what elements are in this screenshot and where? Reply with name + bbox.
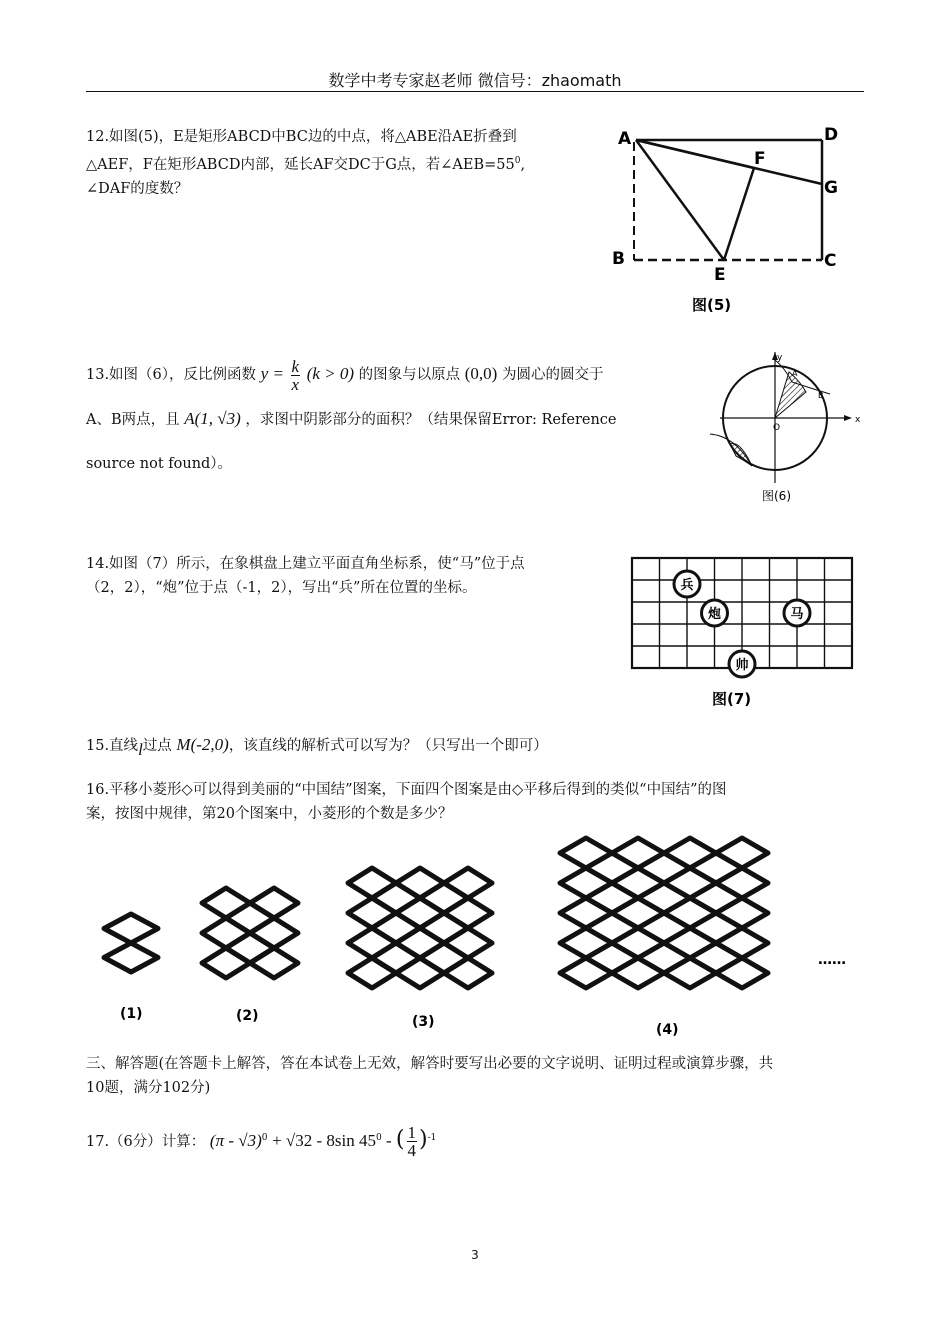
q14-line1: 14.如图（7）所示，在象棋盘上建立平面直角坐标系，使“马”位于点 [86,556,525,572]
q17-minus: - [381,1130,396,1150]
knot-3-diamond [444,928,492,958]
q12-line2 [86,149,601,177]
fig5-label-d: D [824,125,839,145]
knot-3-diamond [348,958,396,988]
knot-4-diamond [612,868,664,898]
knot-2-diamond [250,948,298,978]
q17-term-2: + √32 - 8sin 45 [272,1130,377,1150]
pattern-ellipsis: …… [818,952,846,968]
knot-2-diamond [250,888,298,918]
knot-4-diamond [638,943,690,973]
q15-point-m: M(-2,0) [176,735,229,754]
knot-4-diamond [664,838,716,868]
q13-mid: 的图象与以原点 [358,367,461,383]
q17-pre: 17.（6分）计算： [86,1133,206,1150]
q12-line2-end: , [520,156,526,173]
q13-fraction [291,358,301,393]
piece-pao [702,600,728,626]
section3-line2: 10题，满分102分) [86,1080,211,1096]
q13-line2 [86,397,706,442]
knot-4-diamond [560,928,612,958]
q17-fraction [407,1124,418,1159]
q17-exp-2: 0 [376,1133,382,1143]
knot-2-diamond [226,933,274,963]
q13-frac-den: x [291,374,300,394]
question-15-text [86,733,866,762]
knot-2-diamond [202,918,250,948]
fig6-label-x: x [855,415,861,425]
knot-4-diamond [612,928,664,958]
knot-3-diamond [348,898,396,928]
piece-pao-label: 炮 [707,607,722,622]
q15-line-l: l [138,740,143,759]
fig5-label-b: B [612,249,625,269]
fig6-label-o: O [773,423,781,433]
q13-post: 为圆心的圆交于 [501,367,604,383]
knot-4-diamond [586,853,638,883]
question-17-text [86,1118,786,1162]
q17-paren-close: ) [419,1126,428,1152]
knot-2-diamond [226,903,274,933]
knot-3-diamond [396,868,444,898]
knot-2-diamond [250,918,298,948]
section3-line1: 三、解答题(在答题卡上解答，答在本试卷上无效，解答时要写出必要的文字说明、证明过程或演算步骤，共 [86,1056,774,1072]
knot-1-diamond [104,943,158,972]
fig5-label-g: G [824,178,838,198]
fig6-caption: 图(6) [762,489,791,503]
piece-bing [674,571,700,597]
q13-y-equals: y = [260,364,284,383]
question-12-text [86,125,601,201]
q12-line2-main: △AEF，F在矩形ABCD内部，延长AF交DC于G点，若∠AEB=55 [86,156,515,173]
q15-mid: 过点 [142,738,172,754]
figure-7-chessboard [628,554,858,714]
knot-4-diamond [716,898,768,928]
q17-term-1: (π - √3) [209,1130,262,1150]
piece-bing-label: 兵 [680,578,694,593]
knot-4-diamond [664,868,716,898]
section-3-heading [86,1052,870,1100]
knot-3-diamond [420,883,468,913]
q13-line1 [86,352,706,397]
pattern-label-4: (4) [656,1022,679,1038]
q17-paren-open: ( [395,1126,405,1152]
fig6-label-y: y [777,353,783,363]
knot-4-diamond [560,898,612,928]
knot-4-diamond [664,928,716,958]
knot-3-diamond [348,928,396,958]
piece-shuai [729,651,755,677]
header-rule [86,91,864,92]
fig7-caption: 图(7) [712,690,752,708]
q13-line2-pre: A、B两点，且 [86,412,180,428]
knot-4-diamond [690,943,742,973]
knot-4-diamond [560,958,612,988]
piece-shuai-label: 帅 [735,658,749,673]
knot-3-diamond [420,943,468,973]
q13-intro: 13.如图（6），反比例函数 [86,367,257,383]
q16-line1: 16.平移小菱形◇可以得到美丽的“中国结”图案，下面四个图案是由◇平移后得到的类似“中国结”的图 [86,782,727,798]
fig6-label-b: B [818,391,824,400]
q13-origin: (0,0) [464,364,498,383]
pattern-label-2: (2) [236,1008,259,1024]
knot-4-diamond [612,958,664,988]
question-13-text [86,352,706,486]
knot-4-diamond [638,883,690,913]
q13-condition: (k > 0) [306,364,355,383]
fig5-label-a: A [618,129,632,149]
fig6-label-a: A [792,369,798,378]
fig5-label-e: E [714,265,726,285]
q15-pre: 15.直线 [86,738,139,754]
q12-degree-sup: 0 [514,156,521,166]
knot-4-diamond [612,838,664,868]
knot-1-diamond [104,914,158,943]
knot-3-diamond [444,898,492,928]
q15-post: ，该直线的解析式可以写为？（只写出一个即可） [228,738,548,754]
knot-3-diamond [372,943,420,973]
page-header: 数学中考专家赵老师 微信号：zhaomath [328,71,622,90]
q13-frac-num: k [291,356,300,376]
pattern-label-1: (1) [120,1006,143,1022]
knot-3-diamond [372,913,420,943]
knot-4-diamond [586,943,638,973]
pattern-label-3: (3) [412,1014,435,1030]
knot-4-diamond [716,868,768,898]
q17-frac-den: 4 [407,1141,417,1161]
q12-line1: 12.如图(5)，E是矩形ABCD中BC边的中点，将△ABE沿AE折叠到 [86,129,517,145]
knot-2-diamond [202,888,250,918]
knot-3-diamond [420,913,468,943]
fig5-label-c: C [824,251,837,271]
knot-3-diamond [348,868,396,898]
figure-6-circle [700,348,870,508]
q17-frac-num: 1 [407,1123,417,1143]
q14-line2: （2，2），“炮”位于点（-1，2），写出“兵”所在位置的坐标。 [86,580,477,596]
q12-line3: ∠DAF的度数？ [86,180,189,197]
q16-line2: 案，按图中规律，第20个图案中，小菱形的个数是多少？ [86,806,453,822]
knot-3-diamond [396,898,444,928]
question-16-text [86,778,870,826]
knot-4-diamond [586,883,638,913]
page-number: 3 [471,1248,479,1262]
q13-line2-post: ，求图中阴影部分的面积？（结果保留Error: Reference [245,412,617,428]
knot-4-diamond [690,883,742,913]
knot-3-diamond [372,883,420,913]
figure-knot-patterns [96,830,866,1040]
fig5-caption: 图(5) [692,296,732,314]
knot-4-diamond [716,928,768,958]
knot-4-diamond [716,958,768,988]
knot-4-diamond [612,898,664,928]
knot-4-diamond [690,853,742,883]
knot-4-diamond [664,898,716,928]
piece-ma-label: 马 [790,607,804,622]
knot-2-diamond [202,948,250,978]
knot-4-diamond [586,913,638,943]
knot-4-diamond [638,913,690,943]
knot-4-diamond [690,913,742,943]
figure-5-rectangle [604,120,854,320]
knot-4-diamond [560,838,612,868]
q13-line3: source not found）。 [86,456,233,472]
question-14-text [86,552,616,600]
knot-4-diamond [664,958,716,988]
q13-point-a: A(1, √3) [184,409,241,428]
knot-3-diamond [396,928,444,958]
knot-3-diamond [444,868,492,898]
knot-4-diamond [716,838,768,868]
knot-3-diamond [444,958,492,988]
q17-exp-3: -1 [427,1133,437,1143]
knot-4-diamond [560,868,612,898]
piece-ma [784,600,810,626]
knot-4-diamond [638,853,690,883]
fig5-label-f: F [754,149,766,169]
knot-3-diamond [396,958,444,988]
q17-exp-0: 0 [261,1133,268,1143]
